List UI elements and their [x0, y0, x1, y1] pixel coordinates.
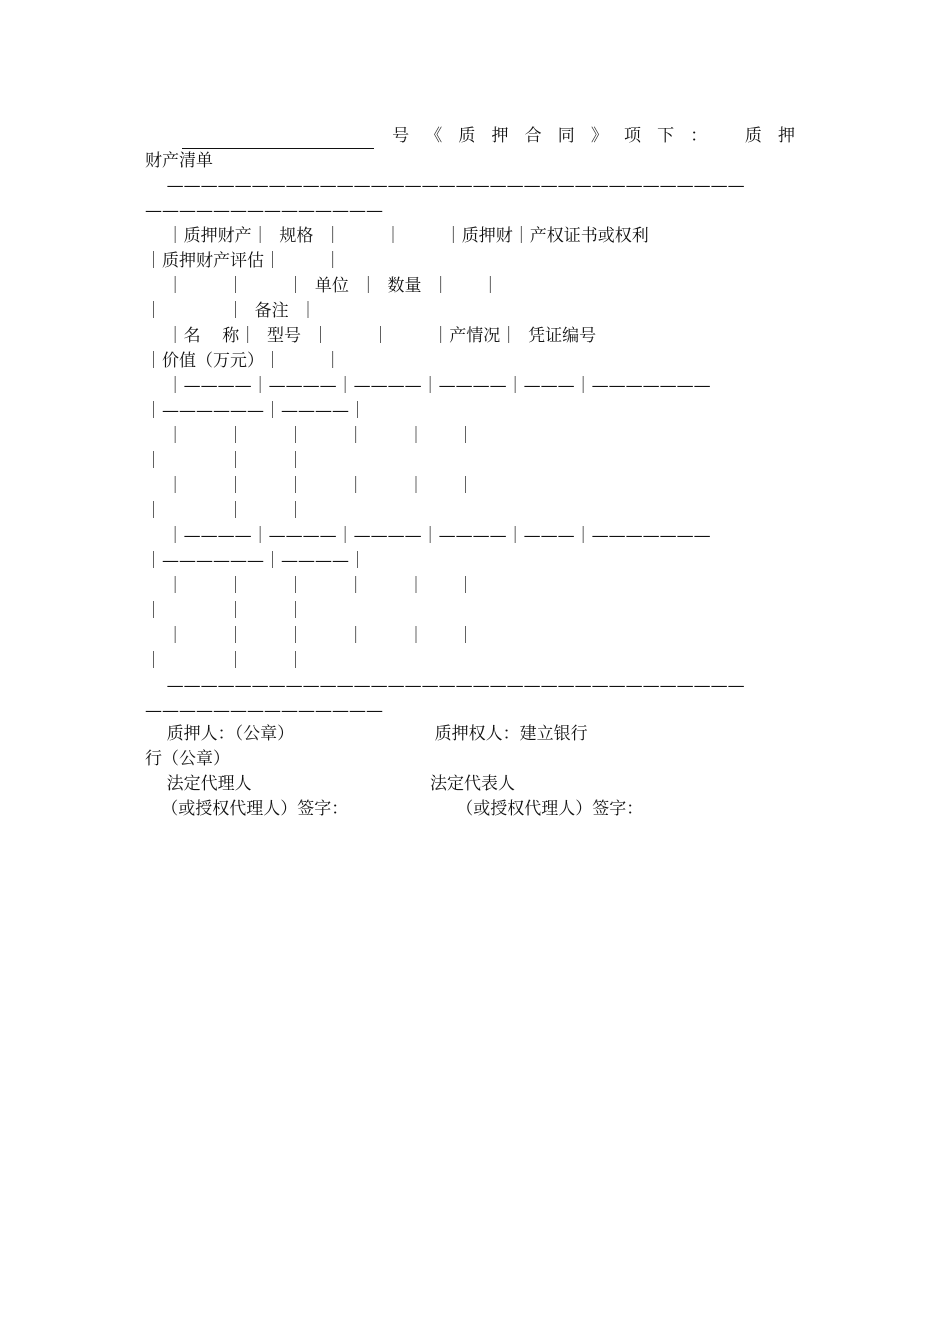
contract-number-blank: [182, 130, 374, 149]
signature-line-representative: 法定代理人 法定代表人: [145, 774, 515, 794]
table-line: ——————————————: [145, 701, 383, 721]
contract-reference: 号《质押合同》项下：: [376, 126, 724, 146]
header-line: [145, 124, 795, 149]
table-line: ｜ ｜ ｜: [145, 501, 305, 521]
table-line: ｜ ｜ ｜ ｜ ｜ ｜: [145, 476, 474, 496]
table-line: ——————————————: [145, 201, 383, 221]
signature-line-sign: （或授权代理人）签字： （或授权代理人）签字：: [145, 799, 644, 819]
signature-line-seal: 行（公章）: [145, 749, 230, 769]
table-line: ｜ ｜ 备注 ｜: [145, 301, 317, 321]
table-line: ｜质押财产评估｜ ｜: [145, 251, 342, 271]
table-line: ｜ ｜ ｜: [145, 451, 305, 471]
table-line: ｜ ｜ ｜ 单位 ｜ 数量 ｜ ｜: [145, 276, 499, 296]
table-line: ｜ ｜ ｜: [145, 651, 305, 671]
table-line: ｜ ｜ ｜ ｜ ｜ ｜: [145, 426, 474, 446]
signature-line-pledgor: 质押人：（公章） 质押权人：建立银行: [145, 724, 588, 744]
table-line: ｜——————｜————｜: [145, 401, 366, 421]
table-line: ｜————｜————｜————｜————｜———｜———————: [145, 526, 711, 546]
table-line: ｜ ｜ ｜ ｜ ｜ ｜: [145, 576, 474, 596]
table-line: ｜质押财产｜ 规格 ｜ ｜ ｜质押财｜产权证书或权利: [145, 226, 649, 246]
table-line: ——————————————————————————————————: [145, 176, 745, 196]
table-line: ｜ ｜ ｜: [145, 601, 305, 621]
table-line: ｜————｜————｜————｜————｜———｜———————: [145, 376, 711, 396]
table-line: ｜——————｜————｜: [145, 551, 366, 571]
title-tail: 质押: [744, 126, 795, 146]
table-line: ｜名 称｜ 型号 ｜ ｜ ｜产情况｜ 凭证编号: [145, 326, 597, 346]
table-line: ——————————————————————————————————: [145, 676, 745, 696]
table-line: ｜ ｜ ｜ ｜ ｜ ｜: [145, 626, 474, 646]
table-line: ｜价值（万元）｜ ｜: [145, 351, 342, 371]
title-line-2: 财产清单: [145, 151, 213, 171]
